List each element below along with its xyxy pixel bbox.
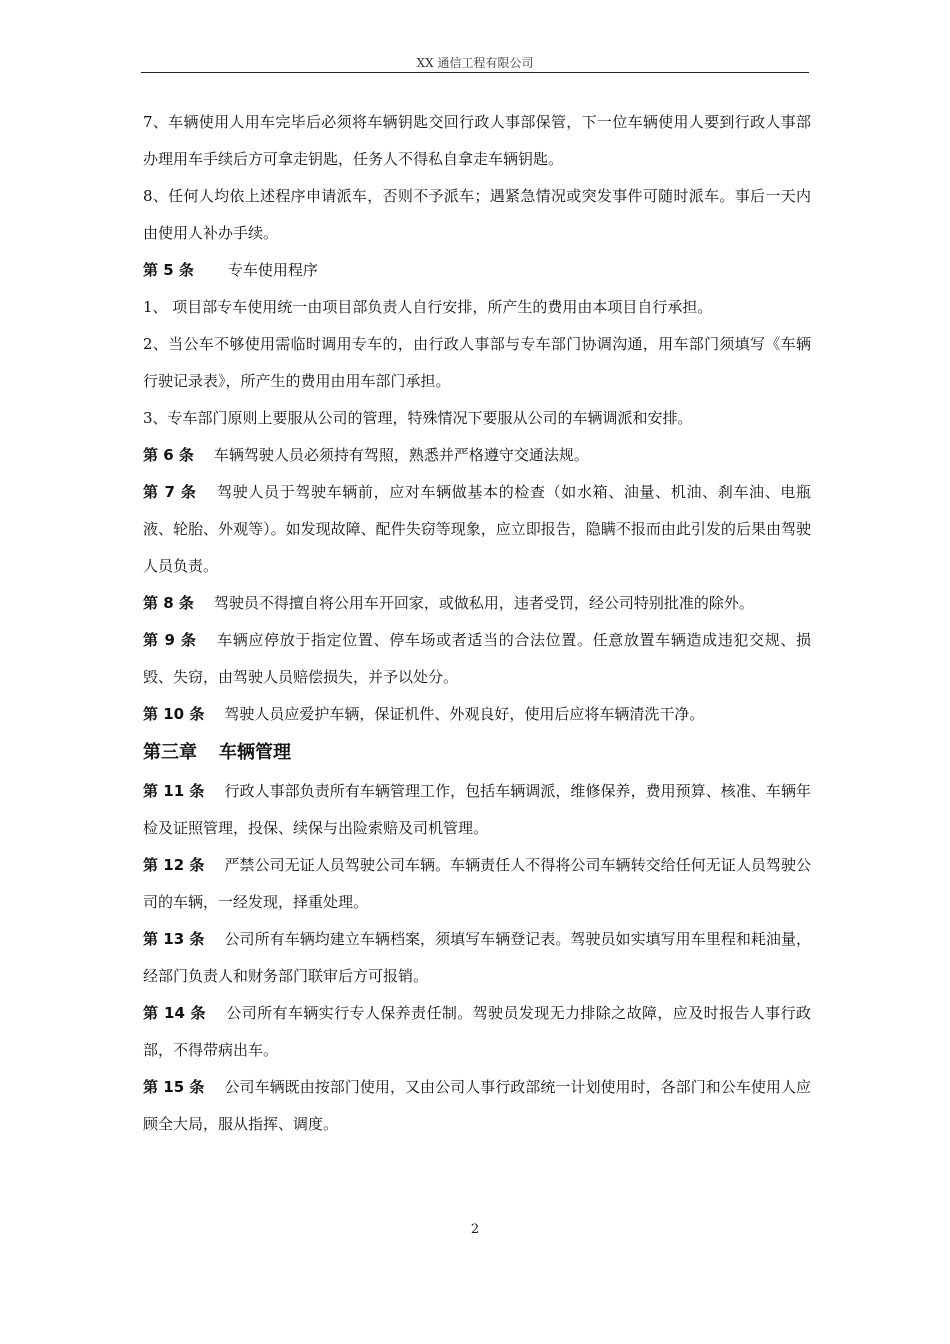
article-text: 专车使用程序 (227, 261, 318, 279)
article-8 (143, 585, 811, 622)
paragraph-item-1 (143, 289, 811, 326)
article-text: 公司车辆既由按部门使用，又由公司人事行政部统一计划使用时，各部门和公车使用人应顾全大局，服从指挥、调度。 (143, 1078, 811, 1133)
article-text: 公司所有车辆均建立车辆档案，须填写车辆登记表。驾驶员如实填写用车里程和耗油量，经部门负责人和财务部门联审后方可报销。 (143, 930, 811, 985)
paragraph-item-2 (143, 326, 811, 400)
chapter-heading (143, 733, 811, 773)
article-text: 车辆应停放于指定位置、停车场或者适当的合法位置。任意放置车辆造成违犯交规、损毁、失窃，由驾驶人员赔偿损失，并予以处分。 (143, 631, 811, 686)
article-number: 第 7 条 (143, 483, 197, 501)
article-5 (143, 252, 811, 289)
article-text: 车辆驾驶人员必须持有驾照，熟悉并严格遵守交通法规。 (213, 446, 589, 464)
page-header (141, 56, 809, 73)
article-text: 驾驶人员于驾驶车辆前，应对车辆做基本的检查（如水箱、油量、机油、刹车油、电瓶液、轮胎、外观等）。如发现故障、配件失窃等现象，应立即报告，隐瞒不报而由此引发的后果由驾驶人员负责。 (143, 483, 811, 575)
article-number: 第 12 条 (143, 856, 205, 874)
article-6 (143, 437, 811, 474)
chapter-title: 车辆管理 (219, 742, 291, 763)
paragraph-text: 2、当公车不够使用需临时调用专车的，由行政人事部与专车部门协调沟通，用车部门须填写《车辆行驶记录表》，所产生的费用由用车部门承担。 (143, 335, 811, 390)
paragraph-item-3 (143, 400, 811, 437)
paragraph-item-8 (143, 178, 811, 252)
article-14 (143, 995, 811, 1069)
article-number: 第 5 条 (143, 261, 194, 279)
article-number: 第 9 条 (143, 631, 197, 649)
article-text: 驾驶人员应爱护车辆，保证机件、外观良好，使用后应将车辆清洗干净。 (224, 705, 705, 723)
page-number (0, 1222, 950, 1237)
article-text: 行政人事部负责所有车辆管理工作，包括车辆调派，维修保养，费用预算、核准、车辆年检及证照管理，投保、续保与出险索赔及司机管理。 (143, 782, 811, 837)
article-13 (143, 921, 811, 995)
header-company-name: XX 通信工程有限公司 (416, 56, 534, 70)
article-15 (143, 1069, 811, 1143)
article-number: 第 11 条 (143, 782, 205, 800)
paragraph-text: 8、任何人均依上述程序申请派车，否则不予派车；遇紧急情况或突发事件可随时派车。事后一天内由使用人补办手续。 (143, 187, 811, 242)
paragraph-text: 1、 项目部专车使用统一由项目部负责人自行安排，所产生的费用由本项目自行承担。 (143, 298, 713, 316)
document-body (143, 104, 811, 1143)
paragraph-item-7 (143, 104, 811, 178)
article-11 (143, 773, 811, 847)
paragraph-text: 3、专车部门原则上要服从公司的管理，特殊情况下要服从公司的车辆调派和安排。 (143, 409, 693, 427)
article-7 (143, 474, 811, 585)
article-text: 严禁公司无证人员驾驶公司车辆。车辆责任人不得将公司车辆转交给任何无证人员驾驶公司的车辆，一经发现，择重处理。 (143, 856, 811, 911)
article-10 (143, 696, 811, 733)
article-number: 第 14 条 (143, 1004, 206, 1022)
article-9 (143, 622, 811, 696)
article-number: 第 6 条 (143, 446, 194, 464)
article-text: 驾驶员不得擅自将公用车开回家，或做私用，违者受罚，经公司特别批准的除外。 (213, 594, 754, 612)
article-number: 第 10 条 (143, 705, 205, 723)
article-12 (143, 847, 811, 921)
article-number: 第 13 条 (143, 930, 205, 948)
article-number: 第 8 条 (143, 594, 194, 612)
article-text: 公司所有车辆实行专人保养责任制。驾驶员发现无力排除之故障，应及时报告人事行政部，不得带病出车。 (143, 1004, 811, 1059)
paragraph-text: 7、车辆使用人用车完毕后必须将车辆钥匙交回行政人事部保管，下一位车辆使用人要到行政人事部办理用车手续后方可拿走钥匙，任务人不得私自拿走车辆钥匙。 (143, 113, 811, 168)
article-number: 第 15 条 (143, 1078, 205, 1096)
page-number-text: 2 (470, 1222, 480, 1237)
chapter-label: 第三章 (143, 742, 197, 763)
